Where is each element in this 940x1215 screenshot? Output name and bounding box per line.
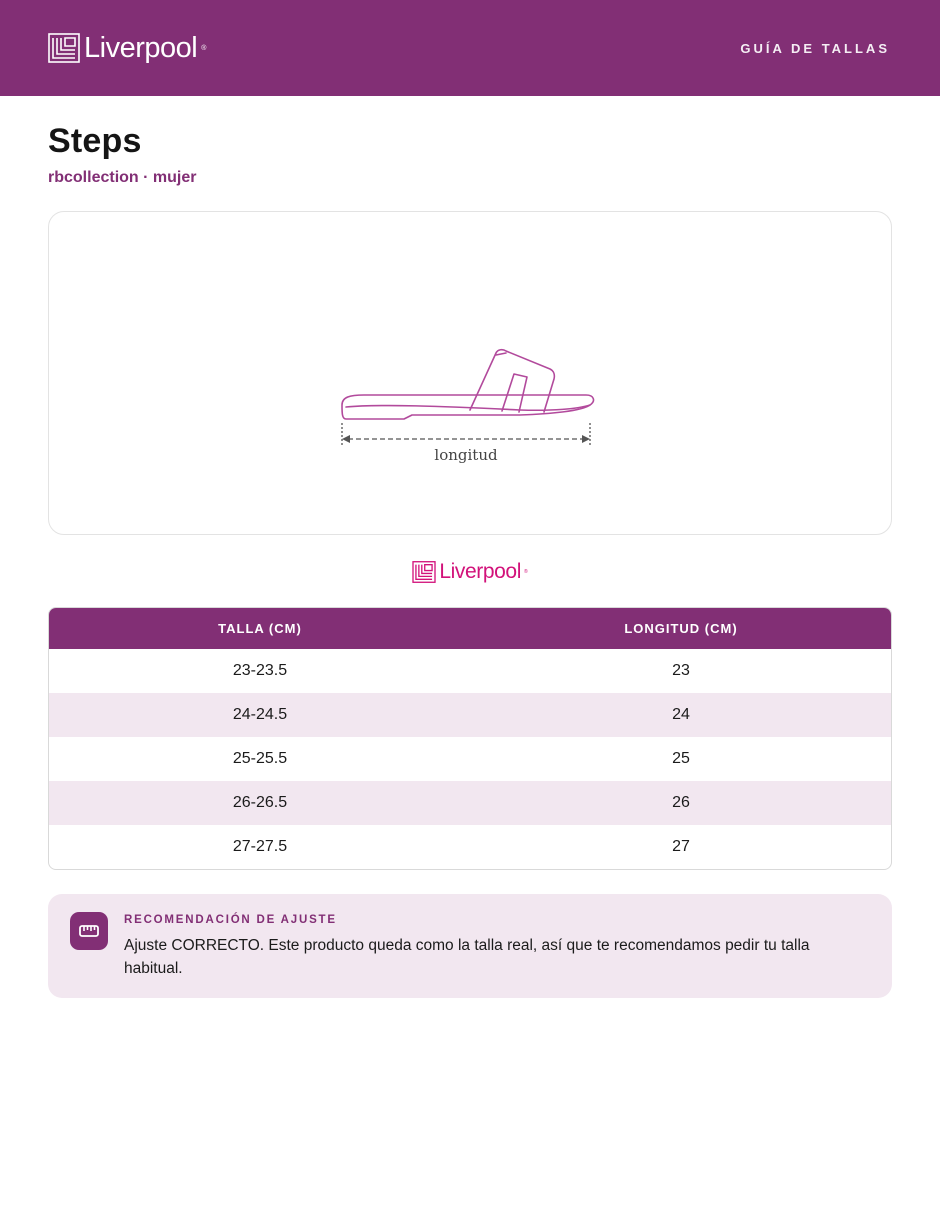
size-cell: 27-27.5: [232, 838, 288, 855]
recommendation-label: RECOMENDACIÓN DE AJUSTE: [124, 914, 337, 926]
watermark-row: [48, 557, 892, 587]
main-content: [0, 122, 940, 998]
sandal-icon: [320, 273, 620, 473]
length-cell: 24: [471, 693, 891, 737]
size-cell: 24-24.5: [49, 693, 471, 737]
size-cell: 25-25.5: [232, 750, 288, 767]
length-cell: 25: [672, 750, 690, 767]
brand-registered-mark: ®: [201, 44, 207, 52]
column-header-size: TALLA (CM): [49, 608, 471, 649]
table-row: [49, 737, 891, 781]
table-row: [49, 781, 891, 825]
sandal-illustration-card: [48, 211, 892, 535]
table-row: [49, 825, 891, 869]
brand-name: Liverpool: [84, 31, 198, 64]
length-cell: 27: [672, 838, 690, 855]
liverpool-mark-icon: [48, 33, 80, 63]
length-cell: 23: [672, 662, 690, 679]
liverpool-watermark: [412, 560, 527, 584]
watermark-registered-mark: ®: [523, 569, 528, 575]
liverpool-logo[interactable]: [48, 32, 206, 65]
recommendation-text: Ajuste CORRECTO. Este producto queda como la talla real, así que te recomendamos pedir tu talla habitual.: [124, 937, 810, 977]
top-bar: [0, 0, 940, 96]
product-title: Steps: [48, 122, 142, 160]
table-row: [49, 649, 891, 693]
length-measure-label: longitud: [434, 446, 498, 464]
product-subtitle: rbcollection · mujer: [48, 169, 197, 186]
ruler-icon: [70, 912, 108, 950]
recommendation-body: [124, 912, 870, 980]
size-chart-table: [48, 607, 892, 870]
size-guide-link[interactable]: GUÍA DE TALLAS: [740, 40, 890, 56]
table-row: [49, 693, 891, 737]
size-cell: 26-26.5: [49, 781, 471, 825]
table-header-row: [49, 608, 891, 649]
fit-recommendation-card: [48, 894, 892, 998]
length-cell: 26: [471, 781, 891, 825]
column-header-length: LONGITUD (CM): [471, 608, 891, 649]
watermark-name: Liverpool: [439, 560, 521, 583]
liverpool-mark-icon: [412, 561, 436, 583]
size-cell: 23-23.5: [232, 662, 288, 679]
